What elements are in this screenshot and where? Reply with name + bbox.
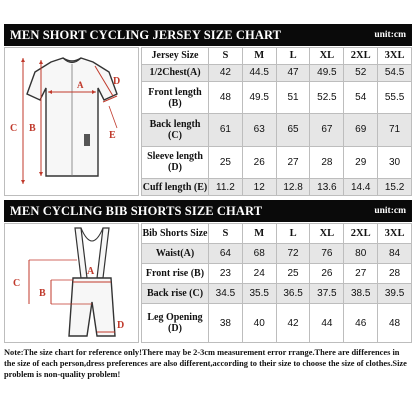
table-cell: 11.2 [209,179,243,196]
table-cell: 28 [378,264,412,284]
size-header: XL [310,48,344,65]
table-cell: 44.5 [242,64,276,81]
table-row [142,81,412,113]
bib-letter-b: B [39,288,46,299]
table-cell: 36.5 [276,284,310,304]
bib-letter-a: A [87,266,95,277]
table-cell: 13.6 [310,179,344,196]
table-row [142,64,412,81]
table-cell: 65 [276,114,310,146]
row-label: Leg Opening (D) [142,304,209,343]
size-header: 3XL [378,224,412,244]
table-cell: 51 [276,81,310,113]
table-cell: 48 [378,304,412,343]
bib-diagram [4,223,139,343]
table-cell: 27 [276,146,310,178]
table-cell: 54 [344,81,378,113]
row-label: 1/2Chest(A) [142,64,209,81]
jersey-chart-title: MEN SHORT CYCLING JERSEY SIZE CHART [10,27,282,42]
size-header: S [209,48,243,65]
table-cell: 64 [209,244,243,264]
jersey-letter-b: B [29,123,36,134]
size-header: L [276,48,310,65]
bib-header-row [142,224,412,244]
table-cell: 42 [209,64,243,81]
table-row [142,264,412,284]
table-cell: 54.5 [378,64,412,81]
row-label: Cuff length (E) [142,179,209,196]
table-cell: 49.5 [310,64,344,81]
jersey-header-row [142,48,412,65]
table-cell: 28 [310,146,344,178]
bib-size-table [141,223,412,343]
jersey-size-table [141,47,412,196]
size-header: S [209,224,243,244]
table-cell: 61 [209,114,243,146]
size-header: XL [310,224,344,244]
table-cell: 38 [209,304,243,343]
size-header: M [242,224,276,244]
size-header: 3XL [378,48,412,65]
table-cell: 42 [276,304,310,343]
table-cell: 35.5 [242,284,276,304]
size-header: 2XL [344,224,378,244]
bib-unit-label: unit:cm [374,206,406,216]
table-cell: 26 [242,146,276,178]
table-cell: 37.5 [310,284,344,304]
size-header: 2XL [344,48,378,65]
bib-chart-title: MEN CYCLING BIB SHORTS SIZE CHART [10,203,263,218]
table-cell: 30 [378,146,412,178]
table-cell: 49.5 [242,81,276,113]
row-label: Sleeve length (D) [142,146,209,178]
table-cell: 84 [378,244,412,264]
table-cell: 34.5 [209,284,243,304]
jersey-letter-a: A [77,80,84,90]
table-cell: 26 [310,264,344,284]
table-cell: 80 [344,244,378,264]
jersey-title-band [4,24,412,46]
bib-shorts-outline [69,278,115,336]
table-cell: 76 [310,244,344,264]
table-cell: 23 [209,264,243,284]
jersey-letter-e: E [109,130,116,141]
table-cell: 67 [310,114,344,146]
size-header: L [276,224,310,244]
jersey-logo-patch [84,134,90,146]
table-cell: 44 [310,304,344,343]
jersey-header-label: Jersey Size [142,48,209,65]
bib-letter-c: C [13,278,21,289]
table-row [142,179,412,196]
jersey-diagram [4,47,139,196]
table-cell: 71 [378,114,412,146]
table-cell: 29 [344,146,378,178]
table-cell: 72 [276,244,310,264]
jersey-unit-label: unit:cm [374,30,406,40]
table-cell: 69 [344,114,378,146]
table-row [142,284,412,304]
table-row [142,304,412,343]
table-row [142,146,412,178]
table-cell: 25 [276,264,310,284]
size-header: M [242,48,276,65]
table-cell: 40 [242,304,276,343]
table-cell: 38.5 [344,284,378,304]
table-cell: 27 [344,264,378,284]
row-label: Front length (B) [142,81,209,113]
table-cell: 39.5 [378,284,412,304]
table-cell: 25 [209,146,243,178]
row-label: Front rise (B) [142,264,209,284]
row-label: Waist(A) [142,244,209,264]
row-label: Back length (C) [142,114,209,146]
bib-letter-d: D [117,320,125,331]
table-cell: 55.5 [378,81,412,113]
row-label: Back rise (C) [142,284,209,304]
table-cell: 68 [242,244,276,264]
table-cell: 24 [242,264,276,284]
table-cell: 63 [242,114,276,146]
table-cell: 14.4 [344,179,378,196]
size-note: Note:The size chart for reference only!There may be 2-3cm measurement error rrange.There are differences in the size of each person,dress preferences are also different,according to their size to choose the size of clothes.Size problem is non-quality problem! [4,348,407,379]
table-cell: 52.5 [310,81,344,113]
table-cell: 47 [276,64,310,81]
table-cell: 12.8 [276,179,310,196]
table-cell: 12 [242,179,276,196]
table-cell: 52 [344,64,378,81]
bib-header-label: Bib Shorts Size [142,224,209,244]
table-cell: 15.2 [378,179,412,196]
table-row [142,114,412,146]
table-cell: 46 [344,304,378,343]
bib-title-band [4,200,412,222]
jersey-letter-d: D [113,76,121,87]
table-row [142,244,412,264]
table-cell: 48 [209,81,243,113]
jersey-letter-c: C [10,123,18,134]
